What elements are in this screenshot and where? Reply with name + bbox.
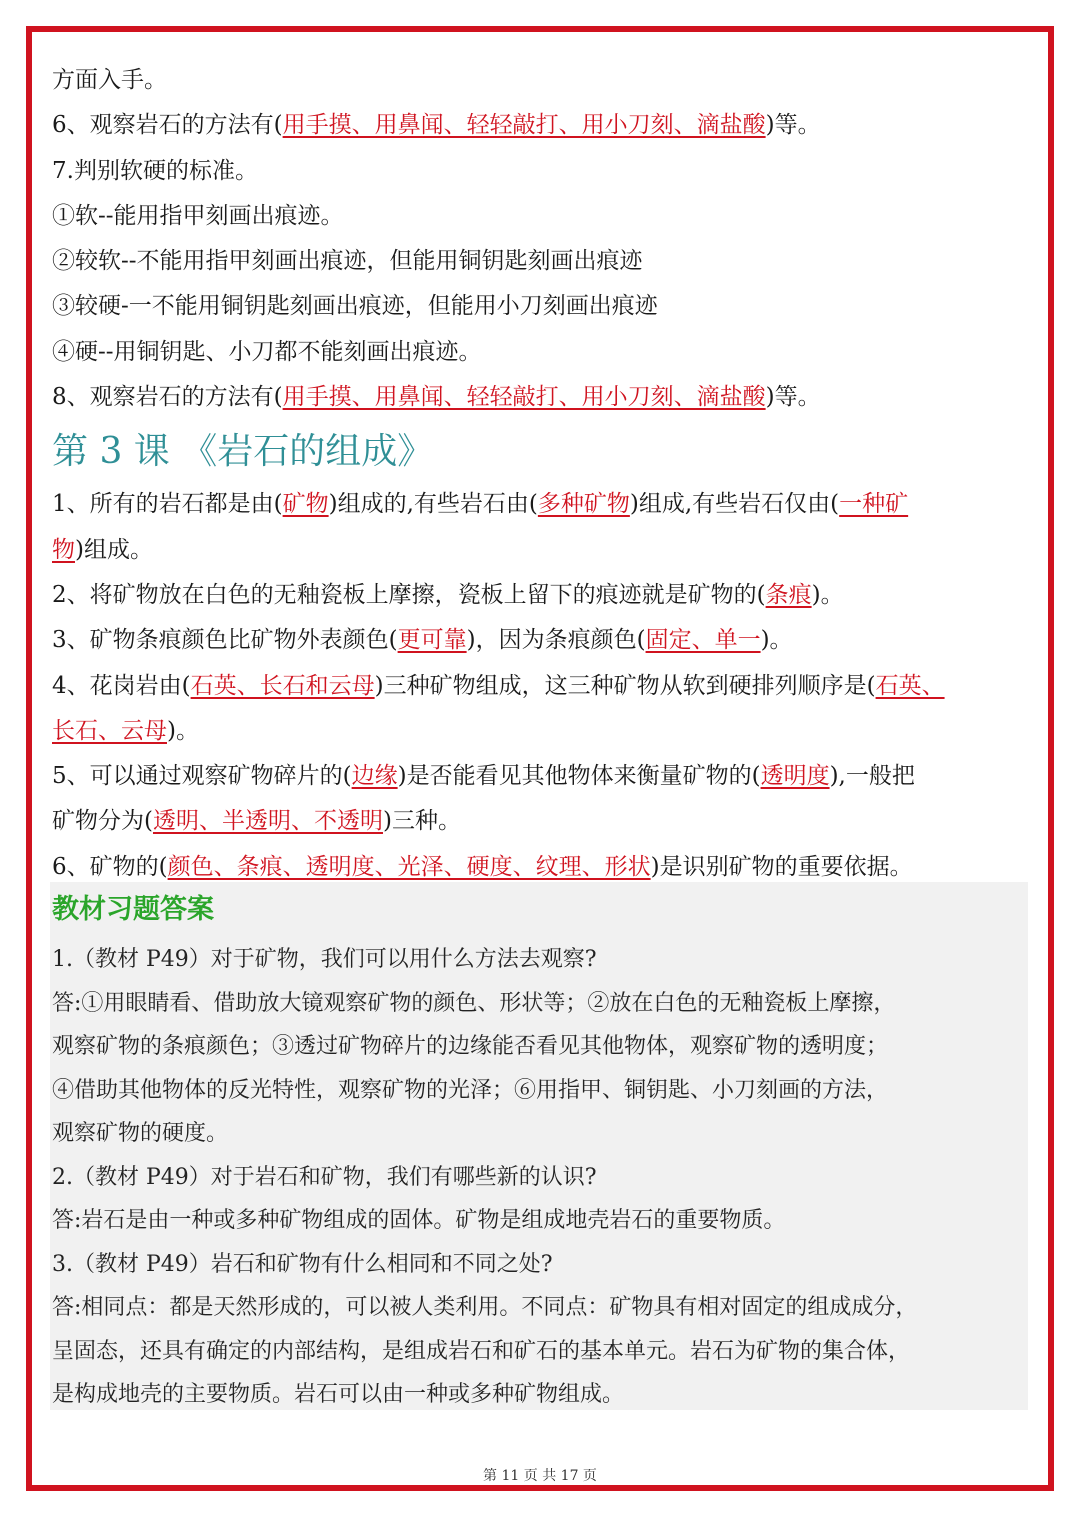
page-number: 第 11 页 共 17 页 [483, 1468, 597, 1484]
exercise-line: 1.（教材 P49）对于矿物，我们可以用什么方法去观察? [52, 947, 597, 972]
note-text: 方面入手。 [52, 67, 167, 93]
note-text: )等。 [765, 384, 821, 411]
note-text: )是识别矿物的重要依据。 [650, 853, 913, 880]
answer-text: 物 [52, 536, 75, 563]
answer-text: 一种矿 [839, 491, 909, 518]
lesson-line [52, 709, 1032, 754]
lesson-line [52, 482, 1032, 527]
note-text: )等。 [765, 112, 821, 139]
answer-text: 石英、长石和云母 [190, 672, 375, 699]
answer-text: 更可靠 [397, 627, 467, 654]
note-text: 6、矿物的( [52, 853, 168, 880]
note-text: )组成。 [75, 536, 153, 563]
note-line [52, 375, 1032, 420]
note-text: 1、所有的岩石都是由( [52, 491, 283, 518]
lesson-line [52, 528, 1032, 573]
note-line [52, 58, 1032, 103]
note-text: 4、花岗岩由( [52, 672, 191, 699]
answer-text: 长石、云母 [52, 717, 167, 744]
note-text: 5、可以通过观察矿物碎片的( [52, 763, 352, 790]
exercise-title: 教材习题答案 [52, 894, 214, 925]
exercise-line: 观察矿物的条痕颜色；③透过矿物碎片的边缘能否看见其他物体，观察矿物的透明度； [52, 1034, 889, 1059]
lesson-line [52, 573, 1032, 618]
note-text: )三种矿物组成，这三种矿物从软到硬排列顺序是( [374, 672, 876, 699]
note-text: 矿物分为( [52, 808, 153, 835]
note-text: )组成,有些岩石仅由( [629, 491, 840, 518]
note-line [52, 330, 1032, 375]
answer-text: 透明度 [760, 763, 830, 790]
note-text: ③较硬-一不能用铜钥匙刻画出痕迹，但能用小刀刻画出痕迹 [52, 293, 658, 320]
note-text: )是否能看见其他物体来衡量矿物的( [397, 763, 761, 790]
note-text: )，因为条痕颜色( [466, 627, 646, 654]
note-text: )。 [760, 627, 793, 654]
lesson-line [52, 664, 1032, 709]
note-text: 6、观察岩石的方法有( [52, 112, 283, 139]
exercise-line: 呈固态，还具有确定的内部结构，是组成岩石和矿石的基本单元。岩石为矿物的集合体， [52, 1338, 911, 1364]
note-text: ②较软--不能用指甲刻画出痕迹，但能用铜钥匙刻画出痕迹 [52, 248, 643, 275]
answer-text: 石英、 [875, 672, 945, 699]
note-line [52, 103, 1032, 148]
note-line [52, 149, 1032, 194]
answer-text: 矿物 [282, 491, 329, 518]
answer-text: 用手摸、用鼻闻、轻轻敲打、用小刀刻、滴盐酸 [282, 112, 766, 139]
note-text: 2、将矿物放在白色的无釉瓷板上摩擦，瓷板上留下的痕迹就是矿物的( [52, 581, 766, 608]
note-text: 3、矿物条痕颜色比矿物外表颜色( [52, 627, 398, 654]
answer-text: 透明、半透明、不透明 [152, 808, 383, 835]
note-text: )组成的,有些岩石由( [328, 491, 538, 518]
exercise-line: 2.（教材 P49）对于岩石和矿物，我们有哪些新的认识? [52, 1164, 597, 1190]
lesson-line [52, 799, 1032, 844]
exercise-line: 观察矿物的硬度。 [52, 1121, 229, 1146]
exercise-line: 3.（教材 P49）岩石和矿物有什么相同和不同之处? [52, 1251, 553, 1277]
note-text: 8、观察岩石的方法有( [52, 384, 283, 411]
exercise-line: 答:相同点：都是天然形成的，可以被人类利用。不同点：矿物具有相对固定的组成成分， [52, 1295, 918, 1320]
answer-text: 条痕 [765, 581, 812, 608]
note-text: ④硬--用铜钥匙、小刀都不能刻画出痕迹。 [52, 338, 482, 365]
note-text: ①软--能用指甲刻画出痕迹。 [52, 202, 344, 229]
notes-section [52, 58, 1032, 890]
note-text: )。 [167, 717, 199, 744]
exercise-answers-box [50, 882, 1028, 1410]
exercise-line: ④借助其他物体的反光特性，观察矿物的光泽；⑥用指甲、铜钥匙、小刀刻画的方法， [52, 1077, 889, 1103]
note-text: ),一般把 [829, 763, 915, 790]
note-text: 7.判别软硬的标准。 [52, 157, 258, 184]
note-text: )三种。 [382, 808, 461, 835]
answer-text: 多种矿物 [537, 491, 630, 518]
answer-text: 边缘 [351, 763, 398, 790]
lesson-title: 第 3 课 《岩石的组成》 [52, 431, 434, 473]
note-line [52, 239, 1032, 284]
note-line [52, 284, 1032, 329]
answer-text: 颜色、条痕、透明度、光泽、硬度、纹理、形状 [167, 853, 651, 880]
exercise-line: 答:①用眼睛看、借助放大镜观察矿物的颜色、形状等；②放在白色的无釉瓷板上摩擦， [52, 990, 896, 1016]
answer-text: 固定、单一 [645, 627, 761, 654]
exercise-line: 是构成地壳的主要物质。岩石可以由一种或多种矿物组成。 [52, 1382, 625, 1407]
lesson-line [52, 618, 1032, 663]
lesson-line [52, 754, 1032, 799]
note-line [52, 194, 1032, 239]
exercise-line: 答:岩石是由一种或多种矿物组成的固体。矿物是组成地壳岩石的重要物质。 [52, 1208, 786, 1233]
answer-text: 用手摸、用鼻闻、轻轻敲打、用小刀刻、滴盐酸 [282, 384, 766, 411]
note-text: )。 [811, 581, 844, 608]
